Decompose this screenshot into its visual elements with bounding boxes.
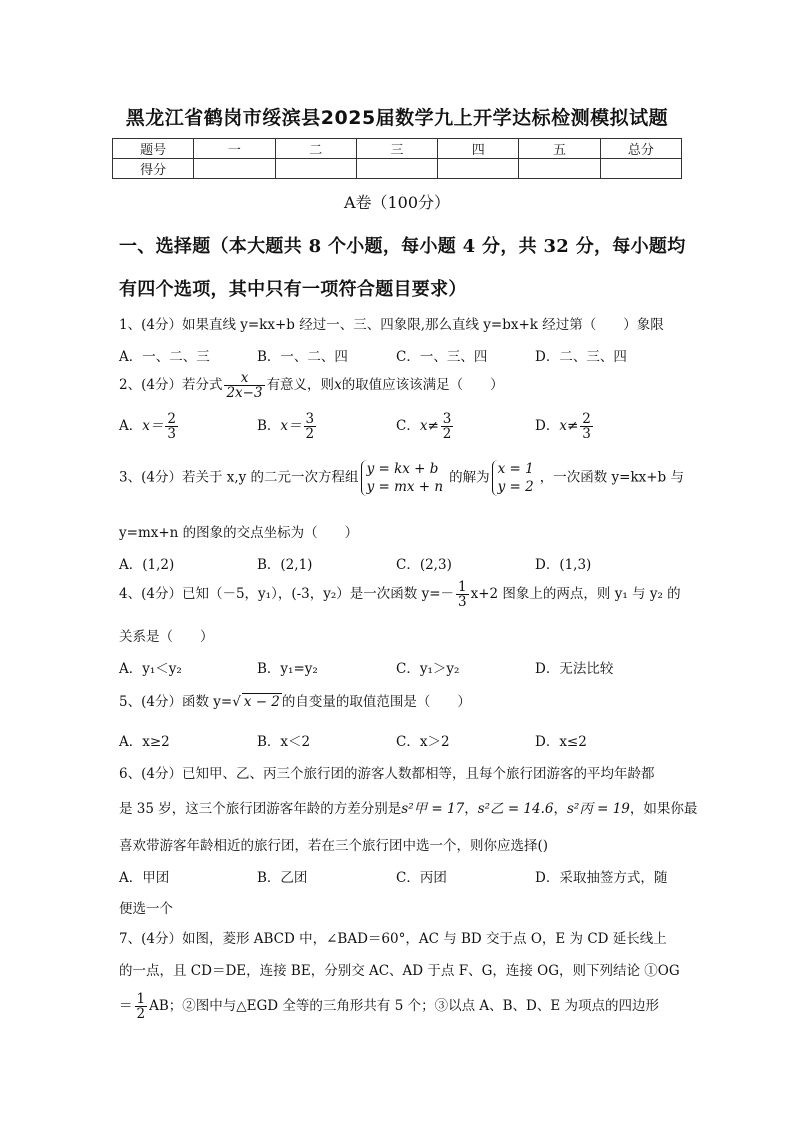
- q1-option-a[interactable]: A．一、二、三: [119, 349, 210, 365]
- question-7-line2: 的一点，且 CD＝DE，连接 BE，分别交 AC、AD 于点 F、G，连接 OG，则下列结论 ①OG: [119, 963, 680, 979]
- q7-line3-post: AB；②图中与△EGD 全等的三角形共有 5 个；③以点 A、B、D、E 为项点的四边形: [149, 998, 660, 1015]
- question-4-line2: 关系是（ ）: [119, 629, 214, 645]
- q6-variance-1: s²甲 = 17: [401, 801, 465, 817]
- q4-option-b[interactable]: B．y₁=y₂: [257, 661, 318, 677]
- score-table-header-row: [113, 139, 682, 159]
- q2-pre: 2、(4分）若分式: [119, 377, 223, 394]
- q3-eq1: y = kx + b: [366, 461, 439, 477]
- frac-num: 2: [582, 411, 591, 427]
- q3-equation-system: [361, 460, 448, 496]
- score-table-score-row: [113, 159, 682, 179]
- option-label: B．: [257, 418, 281, 435]
- q2-frac-den: 2x−3: [226, 385, 263, 402]
- question-6-line2: 是 35 岁，这三个旅行团游客年龄的方差分别是s²甲 = 17，s²乙 = 14.6，s²丙 = 19，如果你最: [119, 801, 698, 817]
- q6-option-b[interactable]: B．乙团: [257, 870, 308, 886]
- q6-option-d[interactable]: D．采取抽签方式，随: [535, 870, 668, 886]
- q6-option-a[interactable]: A．甲团: [119, 870, 170, 886]
- score-cell[interactable]: [194, 159, 275, 179]
- q4-fraction: [456, 580, 469, 609]
- volume-heading: A卷（100分）: [343, 193, 451, 212]
- frac-num: 2: [167, 411, 176, 427]
- score-cell[interactable]: [275, 159, 356, 179]
- score-row-label: 得分: [113, 159, 194, 179]
- q5-option-a[interactable]: A．x≥2: [119, 734, 170, 750]
- q1-option-c[interactable]: C．一、三、四: [396, 349, 488, 365]
- score-table: [112, 138, 682, 179]
- score-header-cell: 二: [275, 139, 356, 159]
- q2-post2: 的取值应该该满足（ ）: [341, 377, 504, 394]
- option-label: A．: [119, 418, 143, 435]
- q5-pre: 5、(4分）函数 y=: [119, 694, 233, 710]
- option-fraction: [580, 412, 593, 441]
- q2-post: 有意义，则: [266, 377, 335, 394]
- page-title: 黑龙江省鹤岗市绥滨县2025届数学九上开学达标检测模拟试题: [125, 107, 669, 129]
- frac-num: 3: [442, 411, 452, 427]
- score-header-cell: 五: [519, 139, 600, 159]
- q6-option-c[interactable]: C．丙团: [396, 870, 447, 886]
- question-6-last-line: 便选一个: [119, 901, 173, 917]
- q1-option-d[interactable]: D．二、三、四: [535, 349, 627, 365]
- q3-sol2: y = 2: [497, 479, 534, 496]
- score-cell[interactable]: [519, 159, 600, 179]
- frac-den: 3: [458, 594, 467, 611]
- sqrt-icon: √: [232, 694, 241, 710]
- q3-option-c[interactable]: C．(2,3): [396, 557, 452, 573]
- q2-fraction: [224, 371, 264, 400]
- q3-mid: 的解为: [449, 469, 490, 486]
- frac-den: 3: [582, 426, 591, 443]
- question-5-text: [119, 690, 471, 710]
- question-1-text: 1、(4分）如果直线 y=kx+b 经过一、三、四象限,那么直线 y=bx+k 经过第（ ）象限: [119, 317, 664, 333]
- score-cell[interactable]: [600, 159, 681, 179]
- q7-line3-pre: ＝: [119, 998, 133, 1015]
- q5-option-c[interactable]: C．x＞2: [396, 734, 450, 750]
- frac-den: 2: [305, 426, 315, 443]
- section-heading-line1: 一、选择题（本大题共 8 个小题，每小题 4 分，共 32 分，每小题均: [119, 236, 686, 257]
- q5-radicand: x − 2: [243, 694, 280, 710]
- q3-post: ，一次函数 y=kx+b 与: [539, 469, 684, 486]
- q1-option-b[interactable]: B．一、二、四: [257, 349, 348, 365]
- q2-option-d[interactable]: [535, 412, 595, 441]
- question-7-line3: [119, 992, 659, 1021]
- q5-option-d[interactable]: D．x≤2: [535, 734, 587, 750]
- q2-frac-num: x: [224, 371, 264, 386]
- q4-option-c[interactable]: C．y₁＞y₂: [396, 661, 460, 677]
- q6-line2-pre: 是 35 岁，这三个旅行团游客年龄的方差分别是: [119, 801, 402, 817]
- option-relation: x≠: [419, 418, 439, 435]
- frac-num: 1: [136, 991, 146, 1007]
- frac-den: 3: [167, 426, 176, 443]
- question-2-text: [119, 371, 504, 400]
- option-fraction: [165, 412, 178, 441]
- q3-pre: 3、(4分）若关于 x,y 的二元一次方程组: [119, 469, 359, 486]
- score-header-cell: 总分: [600, 139, 681, 159]
- q2-option-c[interactable]: [396, 412, 455, 441]
- question-3-text: [119, 460, 684, 496]
- score-header-cell: 题号: [113, 139, 194, 159]
- q3-eq2: y = mx + n: [366, 479, 444, 496]
- q3-option-b[interactable]: B．(2,1): [257, 557, 313, 573]
- q7-fraction: [135, 992, 148, 1021]
- option-fraction: [441, 412, 454, 441]
- q3-sol1: x = 1: [497, 461, 534, 477]
- option-relation: x＝: [142, 418, 164, 435]
- section-heading-line2: 有四个选项，其中只有一项符合题目要求）: [119, 279, 467, 300]
- question-6-line3: 喜欢带游客年龄相近的旅行团，若在三个旅行团中选一个，则你应选择(): [119, 838, 549, 854]
- score-header-cell: 四: [438, 139, 519, 159]
- frac-den: 2: [136, 1006, 146, 1023]
- question-3-line2: y=mx+n 的图象的交点坐标为（ ）: [119, 525, 359, 541]
- q4-option-a[interactable]: A．y₁＜y₂: [119, 661, 182, 677]
- option-fraction: [304, 412, 317, 441]
- option-label: C．: [396, 418, 420, 435]
- q6-variance-2: s²乙 = 14.6: [477, 801, 554, 817]
- q6-line2-post: ，如果你最: [629, 801, 698, 817]
- option-relation: x＝: [280, 418, 302, 435]
- score-cell[interactable]: [356, 159, 437, 179]
- question-6-line1: 6、(4分）已知甲、乙、丙三个旅行团的游客人数都相等，且每个旅行团游客的平均年龄都: [119, 766, 655, 782]
- question-7-line1: 7、(4分）如图，菱形 ABCD 中，∠BAD＝60°，AC 与 BD 交于点 O，E 为 CD 延长线上: [119, 931, 667, 947]
- q2-option-b[interactable]: [257, 412, 318, 441]
- q4-post: x+2 图象上的两点，则 y₁ 与 y₂ 的: [470, 586, 681, 603]
- q2-var: x: [334, 377, 342, 394]
- q5-option-b[interactable]: B．x＜2: [257, 734, 311, 750]
- option-label: D．: [535, 418, 560, 435]
- frac-num: 1: [458, 579, 467, 595]
- question-4-text: [119, 580, 681, 609]
- score-header-cell: 一: [194, 139, 275, 159]
- q4-pre: 4、(4分）已知（－5，y₁），(-3，y₂）是一次函数 y=－: [119, 586, 455, 603]
- score-cell[interactable]: [438, 159, 519, 179]
- q3-option-a[interactable]: A．(1,2): [119, 557, 175, 573]
- q4-option-d[interactable]: D．无法比较: [535, 661, 614, 677]
- frac-num: 3: [305, 411, 315, 427]
- q5-post: 的自变量的取值范围是（ ）: [281, 694, 471, 710]
- q3-option-d[interactable]: D．(1,3): [535, 557, 592, 573]
- option-relation: x≠: [559, 418, 579, 435]
- q6-variance-3: s²丙 = 19: [566, 801, 630, 817]
- frac-den: 2: [442, 426, 452, 443]
- score-header-cell: 三: [356, 139, 437, 159]
- q3-solution-system: [492, 460, 538, 496]
- q2-option-a[interactable]: [119, 412, 180, 441]
